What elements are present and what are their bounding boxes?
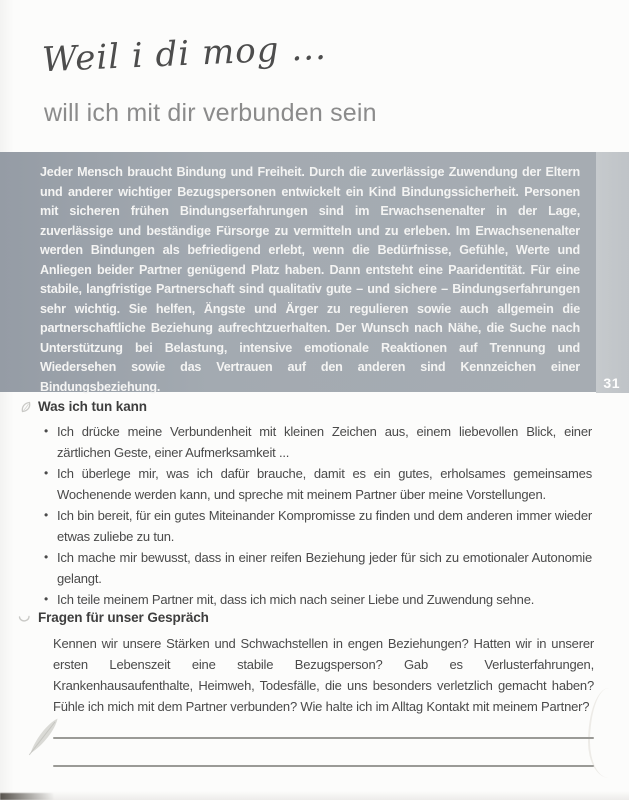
bullet-icon: • bbox=[44, 466, 49, 480]
leaf-icon bbox=[17, 611, 32, 626]
list-item bbox=[44, 589, 592, 610]
scan-corner-shadow bbox=[0, 793, 64, 800]
scan-edge-shading bbox=[0, 0, 14, 800]
actions-section-heading: Was ich tun kann bbox=[38, 399, 147, 414]
chapter-script-title: Weil i di mog ... bbox=[41, 27, 328, 81]
bullet-icon: • bbox=[44, 550, 49, 564]
writing-line bbox=[53, 765, 594, 767]
bullet-icon: • bbox=[44, 424, 49, 438]
scan-bottom-edge bbox=[0, 791, 629, 800]
questions-paragraph: Kennen wir unsere Stärken und Schwachstellen in engen Beziehungen? Hatten wir in unserer ersten Lebenszeit eine stabile Bezugsperson? Gab es Verlusterfahrungen, Krankenhausaufenthalte, Heimweh, Todesfälle, die uns besonders verletzlich gemacht haben? Fühle ich mich mit dem Partner verbunden? Wie halte ich im Alltag Kontakt mit meinem Partner? bbox=[53, 636, 594, 714]
bullet-icon: • bbox=[44, 592, 49, 606]
bullet-icon: • bbox=[44, 508, 49, 522]
list-item bbox=[44, 463, 592, 505]
list-item bbox=[44, 505, 592, 547]
list-item-text: Ich drücke meine Verbundenheit mit kleinen Zeichen aus, einem liebevollen Blick, einer zärtlichen Geste, einer Aufmerksamkeit ... bbox=[57, 424, 592, 460]
page-title: will ich mit dir verbunden sein bbox=[44, 99, 377, 127]
intro-text-box bbox=[0, 152, 596, 392]
intro-paragraph: Jeder Mensch braucht Bindung und Freiheit. Durch die zuverlässige Zuwendung der Eltern und anderer wichtiger Bezugspersonen entwickelt ein Kind Bindungssicherheit. Personen mit sicheren frühen Bindungserfahrungen sind im Erwachsenenalter in der Lage, zuverlässige und beständige Fürsorge zu vermitteln und zu erleben. Im Erwachsenenalter werden Bindungen als befriedigend erlebt, wenn die Bedürfnisse, Gefühle, Werte und Anliegen beider Partner genügend Platz haben. Dann entsteht eine Paaridentität. Für eine stabile, langfristige Partnerschaft sind qualitativ gute – und sichere – Bindungserfahrungen sehr wichtig. Sie helfen, Ängste und Ärger zu regulieren sowie auch allgemein die partnerschaftliche Beziehung aufrechtzuerhalten. Der Wunsch nach Nähe, die Suche nach Unterstützung bei Belastung, intensive emotionale Reaktionen auf Trennung und Wiedersehen sowie das Vertrauen auf den anderen sind Kennzeichen einer Bindungsbeziehung. bbox=[40, 165, 580, 394]
list-item-text: Ich überlege mir, was ich dafür brauche, damit es ein gutes, erholsames gemeinsames Wochenende werden kann, und spreche mit meinem Partner über meine Vorstellungen. bbox=[57, 466, 592, 502]
feather-icon bbox=[20, 708, 68, 764]
list-item-text: Ich mache mir bewusst, dass in einer reifen Beziehung jeder für sich zu emotionaler Autonomie gelangt. bbox=[57, 550, 592, 586]
leaf-icon bbox=[19, 400, 34, 415]
list-item-text: Ich teile meinem Partner mit, dass ich mich nach seiner Liebe und Zuwendung sehne. bbox=[57, 592, 535, 607]
list-item bbox=[44, 421, 592, 463]
page-edge-strip bbox=[596, 152, 629, 393]
faint-watermark-curve bbox=[588, 688, 629, 778]
list-item-text: Ich bin bereit, für ein gutes Miteinander Kompromisse zu finden und dem anderen immer wieder etwas zuliebe zu tun. bbox=[57, 508, 592, 544]
actions-bullet-list bbox=[44, 421, 592, 610]
writing-line bbox=[53, 737, 594, 739]
list-item bbox=[44, 547, 592, 589]
page-number: 31 bbox=[603, 375, 620, 391]
questions-section-heading: Fragen für unser Gespräch bbox=[38, 610, 209, 625]
